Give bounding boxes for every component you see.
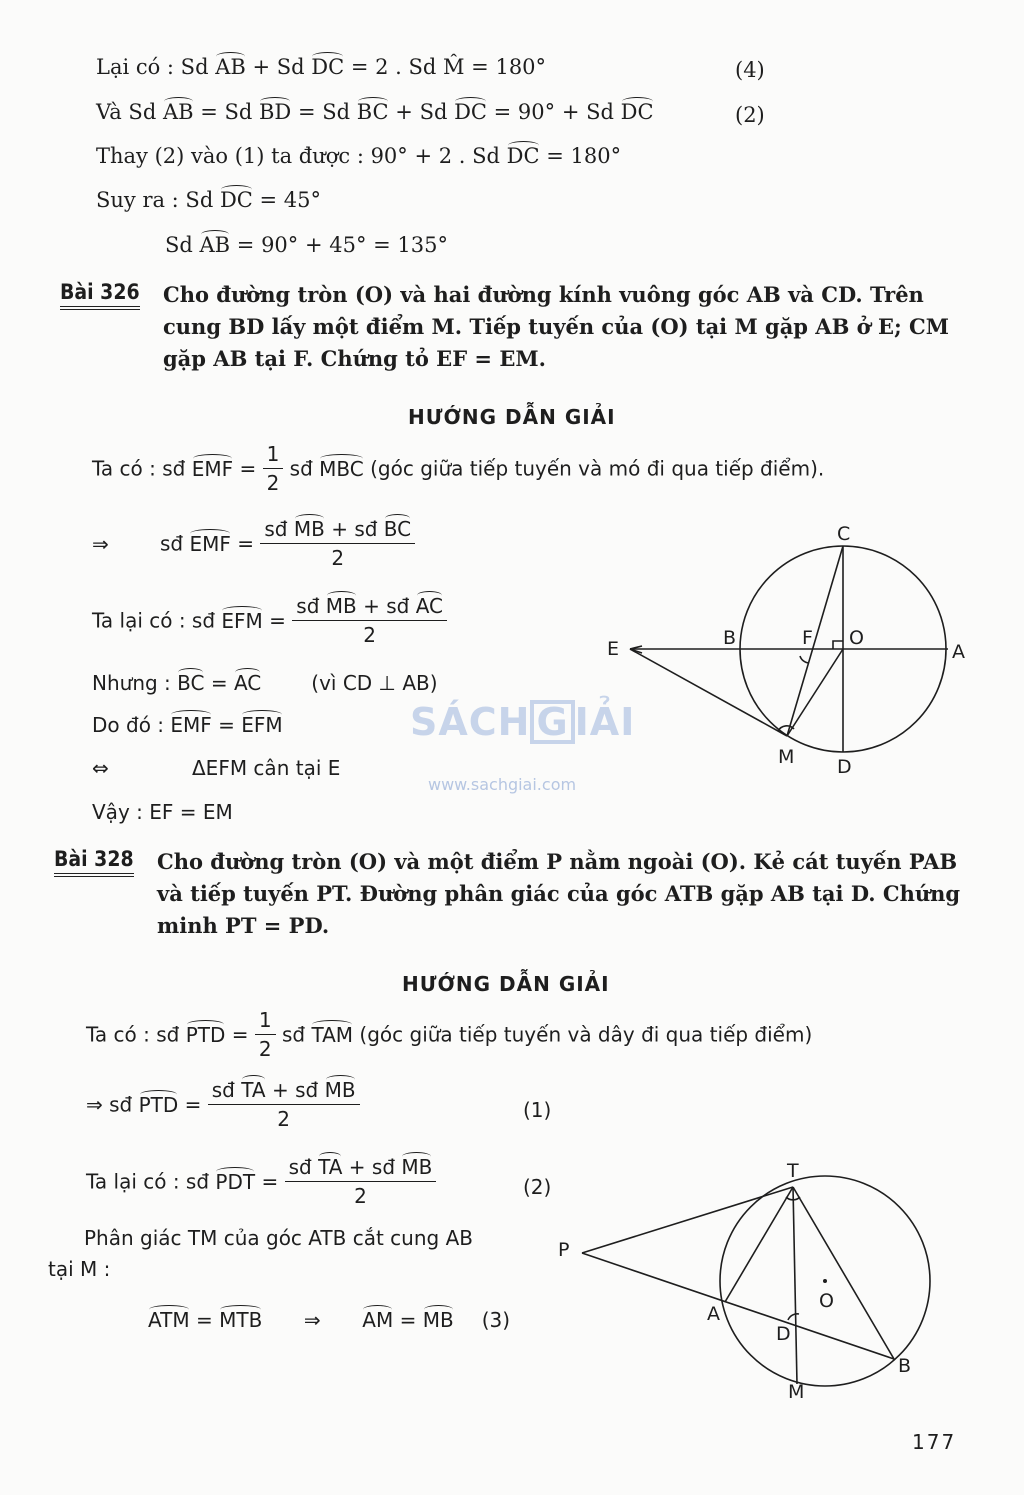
bisector-tm xyxy=(793,1187,797,1384)
equation-tag: (1) xyxy=(523,1098,552,1122)
point-label-m: M xyxy=(788,1381,805,1403)
equation-tag: (4) xyxy=(735,58,765,82)
point-label-m: M xyxy=(778,746,795,768)
p326-conclusion: Vậy : EF = EM xyxy=(92,800,233,824)
point-label-f: F xyxy=(802,627,813,649)
point-label-d: D xyxy=(837,756,852,778)
p328-step-5: ATM = MTB ⇒ AM = MB (3) xyxy=(148,1308,511,1332)
figure-326 xyxy=(590,510,990,790)
point-label-o: O xyxy=(849,627,864,649)
problem-326-statement: Cho đường tròn (O) và hai đường kính vuông góc AB và CD. Trên cung BD lấy một điểm M. Tiếp tuyến của (O) tại M gặp AB ở E; CM gặp AB tại F. Chứng tỏ EF = EM. xyxy=(163,282,950,371)
point-label-a: A xyxy=(952,641,965,663)
solution-heading-326: HƯỚNG DẪN GIẢI xyxy=(408,405,616,429)
point-label-b: B xyxy=(898,1355,912,1377)
tangent-em xyxy=(630,649,787,736)
point-label-o: O xyxy=(819,1290,834,1312)
intro-line-4: Suy ra : Sd DC = 45° xyxy=(96,188,322,212)
p328-step-4-line-1: Phân giác TM của góc ATB cắt cung AB xyxy=(84,1226,473,1250)
point-label-e: E xyxy=(607,638,620,660)
p326-step-3: Ta lại có : sđ EFM = $\frac{\text{sđ MB + sđ AC}}{2}$ xyxy=(92,594,447,647)
secant-pab xyxy=(582,1253,894,1359)
intro-line-1: Lại có : Sd AB + Sd DC = 2 . Sd M̂ = 180° xyxy=(96,55,547,79)
problem-328-statement: Cho đường tròn (O) và một điểm P nằm ngoài (O). Kẻ cát tuyến PAB và tiếp tuyến PT. Đường phân giác của góc ATB gặp AB tại D. Chứng minh PT = PD. xyxy=(157,849,961,938)
equation-tag: (2) xyxy=(523,1175,552,1199)
equation-tag: (2) xyxy=(735,103,765,127)
point-label-d: D xyxy=(776,1323,791,1345)
solution-heading-328: HƯỚNG DẪN GIẢI xyxy=(402,972,610,996)
problem-328-label: Bài 328 xyxy=(54,847,134,877)
chord-tb xyxy=(793,1187,894,1359)
point-label-b: B xyxy=(723,627,737,649)
p326-step-5: Do đó : EMF = EFM xyxy=(92,713,283,737)
problem-326-label: Bài 326 xyxy=(60,280,140,310)
point-label-p: P xyxy=(558,1239,570,1261)
p328-step-3: Ta lại có : sđ PDT = $\frac{\text{sđ TA + sđ MB}}{2}$ xyxy=(86,1155,436,1208)
point-label-a: A xyxy=(707,1303,720,1325)
p326-step-4: Nhưng : BC = AC (vì CD ⊥ AB) xyxy=(92,671,438,695)
watermark-url: www.sachgiai.com xyxy=(428,775,577,794)
center-dot xyxy=(823,1279,827,1283)
figure-328 xyxy=(550,1150,970,1410)
tangent-pt xyxy=(582,1187,793,1253)
p326-step-6: ⇔ ΔEFM cân tại E xyxy=(92,756,341,780)
intro-line-5: Sd AB = 90° + 45° = 135° xyxy=(165,233,448,257)
intro-line-2: Và Sd AB = Sd BD = Sd BC + Sd DC = 90° + Sd DC xyxy=(96,100,654,124)
page-number: 177 xyxy=(912,1430,957,1454)
p328-step-4-line-2: tại M : xyxy=(48,1257,111,1281)
intro-line-3: Thay (2) vào (1) ta được : 90° + 2 . Sd DC = 180° xyxy=(96,144,622,168)
p326-step-1: Ta có : sđ EMF = $\frac{1}{2}$ sđ MBC (góc giữa tiếp tuyến và mó đi qua tiếp điểm). xyxy=(92,442,825,495)
p326-step-2: ⇒ sđ EMF = $\frac{\text{sđ MB + sđ BC}}{2}$ xyxy=(92,517,415,570)
watermark-logo: SÁCH G IẢI xyxy=(410,700,636,744)
p328-step-1: Ta có : sđ PTD = $\frac{1}{2}$ sđ TAM (góc giữa tiếp tuyến và dây đi qua tiếp điểm) xyxy=(86,1008,813,1061)
point-label-t: T xyxy=(787,1160,799,1182)
point-label-c: C xyxy=(837,523,851,545)
line-mo xyxy=(787,649,843,736)
p328-step-2: ⇒ sđ PTD = $\frac{\text{sđ TA + sđ MB}}{2}$ xyxy=(86,1078,360,1131)
